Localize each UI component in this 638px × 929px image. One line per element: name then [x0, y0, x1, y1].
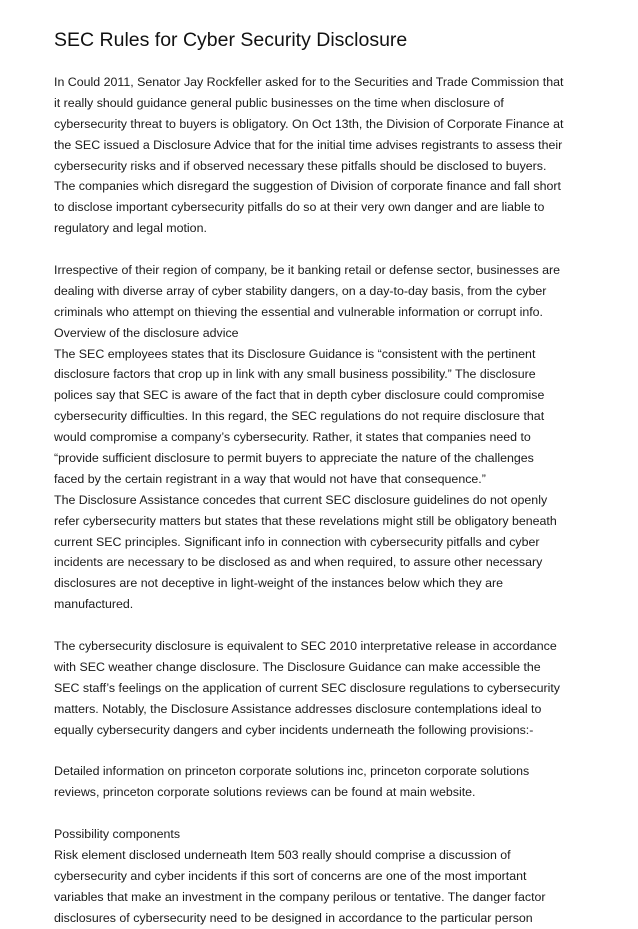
text-line: equally cybersecurity dangers and cyber incidents underneath the following provisions:- — [54, 722, 534, 737]
text-line: The companies which disregard the suggestion of Division of corporate finance and fall short — [54, 179, 561, 194]
section-heading: Overview of the disclosure advice — [54, 325, 239, 340]
paragraph-spacer — [54, 239, 590, 260]
text-line: cybersecurity and cyber incidents if this sort of concerns are one of the most important — [54, 868, 527, 883]
text-line: it really should guidance general public businesses on the time when disclosure of — [54, 95, 504, 110]
text-line: refer cybersecurity matters but states that these revelations might still be obligatory beneath — [54, 513, 557, 528]
text-line: regulatory and legal motion. — [54, 221, 207, 236]
text-line: In Could 2011, Senator Jay Rockfeller asked for to the Securities and Trade Commission that — [54, 75, 564, 89]
text-line: variables that make an investment in the company perilous or tentative. The danger factor — [54, 889, 546, 904]
text-line: incidents are necessary to be disclosed as and when required, to assure other necessary — [54, 555, 543, 570]
text-line: SEC staff’s feelings on the application of current SEC disclosure regulations to cybersecurity — [54, 680, 560, 695]
text-line: The cybersecurity disclosure is equivalent to SEC 2010 interpretative release in accordance — [54, 639, 557, 654]
text-line: dealing with diverse array of cyber stability dangers, on a day-to-day basis, from the cyber — [54, 283, 547, 298]
text-line: would compromise a company’s cybersecurity. Rather, it states that companies need to — [54, 430, 531, 445]
text-line: faced by the certain registrant in a way that would not have that consequence.” — [54, 471, 486, 486]
text-line: Detailed information on princeton corporate solutions inc, princeton corporate solutions — [54, 764, 530, 779]
paragraph-spacer — [54, 803, 590, 824]
text-line: to disclose important cybersecurity pitfalls do so at their very own danger and are liable to — [54, 200, 545, 215]
paragraph-spacer — [54, 741, 590, 762]
text-line: cybersecurity difficulties. In this regard, the SEC regulations do not require disclosure that — [54, 409, 545, 424]
text-line: with SEC weather change disclosure. The Disclosure Guidance can make accessible the — [54, 659, 541, 674]
document-title: SEC Rules for Cyber Security Disclosure — [54, 29, 408, 51]
text-line: The Disclosure Assistance concedes that current SEC disclosure guidelines do not openly — [54, 492, 548, 507]
text-line: cybersecurity risks and if observed necessary these pitfalls should be disclosed to buyers. — [54, 158, 547, 173]
paragraph-spacer — [54, 615, 590, 636]
text-line: criminals who attempt on thieving the essential and vulnerable information or corrupt info. — [54, 304, 544, 319]
text-line: Irrespective of their region of company, be it banking retail or defense sector, businesses are — [54, 263, 560, 278]
text-line: “provide sufficient disclosure to permit buyers to appreciate the nature of the challenges — [54, 451, 534, 466]
text-line: disclosures of cybersecurity need to be designed in accordance to the particular person — [54, 910, 533, 925]
document-page — [54, 28, 590, 929]
text-line: manufactured. — [54, 597, 134, 612]
text-line: polices say that SEC is aware of the fact that in depth cyber disclosure could compromise — [54, 388, 545, 403]
text-line: The SEC employees states that its Disclosure Guidance is “consistent with the pertinent — [54, 346, 536, 361]
paragraph-equivalence — [54, 636, 590, 740]
text-line: matters. Notably, the Disclosure Assistance addresses disclosure contemplations ideal to — [54, 701, 542, 716]
text-line: cybersecurity threat to buyers is obligatory. On Oct 13th, the Division of Corporate Finance at — [54, 116, 564, 131]
text-line: Risk element disclosed underneath Item 503 really should comprise a discussion of — [54, 847, 511, 862]
paragraph-risk-factors — [54, 824, 590, 928]
paragraph-intro — [54, 72, 590, 239]
text-line: the SEC issued a Disclosure Advice that for the initial time advises registrants to assess their — [54, 137, 563, 152]
text-line: disclosures are not deceptive in light-weight of the instances below which they are — [54, 576, 504, 591]
text-line: disclosure factors that crop up in link with any small business possibility.” The disclosure — [54, 367, 536, 382]
paragraph-reference — [54, 761, 590, 803]
paragraph-overview — [54, 260, 590, 615]
section-heading: Possibility components — [54, 827, 181, 842]
text-line: current SEC principles. Significant info in connection with cybersecurity pitfalls and cyber — [54, 534, 540, 549]
text-line: reviews, princeton corporate solutions reviews can be found at main website. — [54, 785, 476, 800]
